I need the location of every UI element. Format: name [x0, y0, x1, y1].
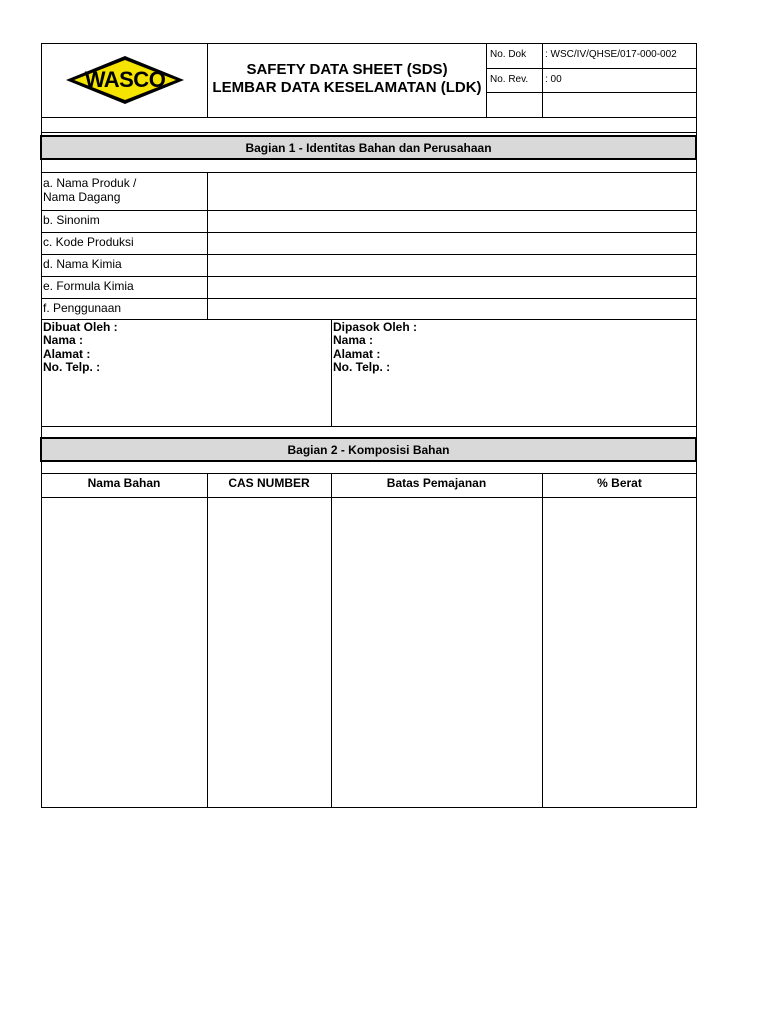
header-row-line-2 [486, 92, 697, 93]
column-header-cas-number: CAS NUMBER [228, 476, 310, 490]
wasco-logo [64, 54, 186, 106]
header-divider-value [542, 43, 543, 118]
maker-heading: Dibuat Oleh : [43, 320, 118, 334]
field-row-line [41, 232, 697, 233]
composition-header-line [41, 497, 697, 498]
revision-value: : 00 [545, 74, 562, 85]
maker-name-label: Nama : [43, 333, 84, 347]
header-bottom-line [41, 117, 697, 118]
composition-col-divider [331, 473, 332, 808]
document-title-line-2: LEMBAR DATA KESELAMATAN (LDK) [212, 79, 482, 96]
field-row-line [41, 254, 697, 255]
header-row-line-1 [486, 68, 697, 69]
field-label-usage: f. Penggunaan [43, 301, 122, 315]
spacer-line-3 [41, 473, 697, 474]
maker-phone-label: No. Telp. : [43, 360, 101, 374]
field-label-chemical-formula: e. Formula Kimia [43, 279, 134, 293]
field-label-production-code: c. Kode Produksi [43, 235, 134, 249]
field-label-synonym: b. Sinonim [43, 213, 100, 227]
section-1-heading: Bagian 1 - Identitas Bahan dan Perusahaan [40, 135, 697, 160]
field-label-chemical-name: d. Nama Kimia [43, 257, 122, 271]
revision-label: No. Rev. [490, 74, 529, 85]
column-header-weight-percent: % Berat [597, 476, 642, 490]
maker-supplier-divider [331, 319, 332, 426]
supplier-heading: Dipasok Oleh : [333, 320, 418, 334]
maker-address-label: Alamat : [43, 347, 91, 361]
document-title-line-1: SAFETY DATA SHEET (SDS) [246, 61, 448, 78]
field-label-divider [207, 172, 208, 319]
field-row-line [41, 276, 697, 277]
spacer-line-1 [41, 132, 697, 133]
field-row-line [41, 298, 697, 299]
composition-col-divider [542, 473, 543, 808]
doc-number-label: No. Dok [490, 49, 527, 60]
field-label-product-name: a. Nama Produk / [43, 176, 137, 190]
field-row-line [41, 210, 697, 211]
field-label-trade-name: Nama Dagang [43, 190, 121, 204]
supplier-name-label: Nama : [333, 333, 374, 347]
logo-text: WASCO [84, 67, 166, 92]
doc-number-value: : WSC/IV/QHSE/017-000-002 [545, 49, 677, 60]
column-header-exposure-limit: Batas Pemajanan [386, 476, 487, 490]
column-header-material-name: Nama Bahan [87, 476, 161, 490]
supplier-phone-label: No. Telp. : [333, 360, 391, 374]
supplier-address-label: Alamat : [333, 347, 381, 361]
maker-supplier-bottom-line [41, 426, 697, 427]
section-2-heading: Bagian 2 - Komposisi Bahan [40, 437, 697, 462]
composition-col-divider [207, 473, 208, 808]
spacer-line-2 [41, 172, 697, 173]
